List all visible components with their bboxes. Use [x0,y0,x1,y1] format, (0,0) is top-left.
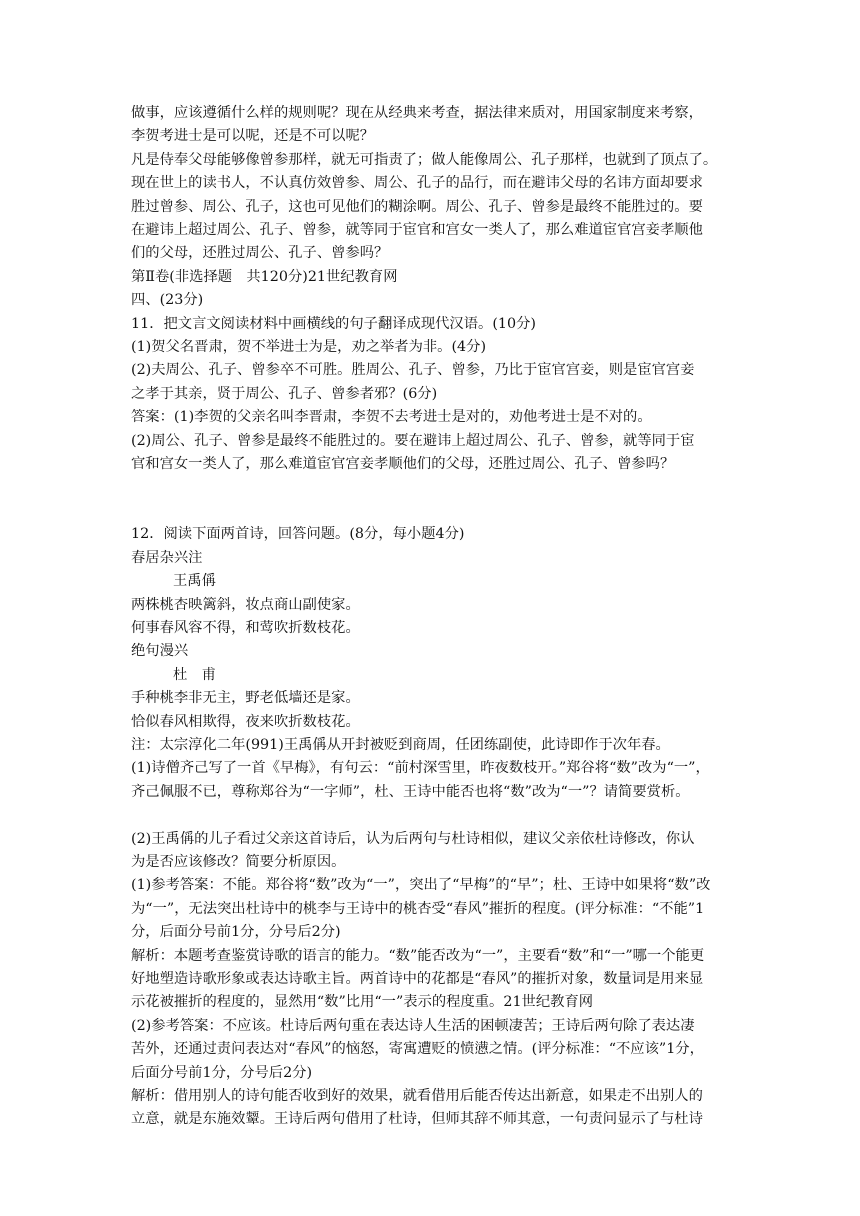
poem-1-author: 王禹偁 [173,573,216,590]
part-heading: 四、(23分) [131,292,204,309]
question-11-sentence-2: (2)夫周公、孔子、曾参卒不可胜。胜周公、孔子、曾参，乃比于宦官宫妾，则是宦官宫妾 [131,362,695,379]
analysis-1: 示花被摧折的程度的，显然用“数”比用“一”表示的程度重。21世纪教育网 [131,994,594,1011]
poem-2-verse: 手种桃李非无主，野老低墙还是家。 [131,690,360,707]
poem-1-title: 春居杂兴注 [131,549,203,566]
question-12-sub-2: (2)王禹偁的儿子看过父亲这首诗后，认为后两句与杜诗相似，建议父亲依杜诗修改，你认 [131,830,695,847]
passage-translation-line: 李贺考进士是可以呢，还是不可以呢？ [131,128,375,145]
blank-space [131,804,735,827]
passage-translation-line: 凡是侍奉父母能够像曾参那样，就无可指责了；做人能像周公、孔子那样，也就到了顶点了。 [131,151,718,168]
answer-1: (1)参考答案：不能。郑谷将“数”改为“一”，突出了“早梅”的“早”；杜、王诗中如果将“数”改 [131,877,711,894]
document-page [131,102,735,1132]
poem-2-author: 杜 甫 [173,666,216,683]
answer-2: (2)参考答案：不应该。杜诗后两句重在表达诗人生活的困顿凄苦；王诗后两句除了表达凄 [131,1017,695,1034]
question-12-sub-2: 为是否应该修改？简要分析原因。 [131,853,346,870]
poem-2-title: 绝句漫兴 [131,643,189,660]
poem-2-verse: 恰似春风相欺得，夜来吹折数枝花。 [131,713,360,730]
question-11-stem: 11．把文言文阅读材料中画横线的句子翻译成现代汉语。(10分) [131,315,536,332]
question-12-sub-1: (1)诗僧齐己写了一首《早梅》，有句云：“前村深雪里，昨夜数枝开。”郑谷将“数”改为“一”， [131,760,710,777]
passage-translation-line: 们的父母，还胜过周公、孔子、曾参吗？ [131,245,389,262]
analysis-1: 解析：本题考查鉴赏诗歌的语言的能力。“数”能否改为“一”，主要看“数”和“一”哪一个能更 [131,947,705,964]
passage-translation-line: 胜过曾参、周公、孔子，这也可见他们的糊涂啊。周公、孔子、曾参是最终不能胜过的。要 [131,198,703,215]
question-12-stem: 12．阅读下面两首诗，回答问题。(8分，每小题4分) [131,526,465,543]
analysis-2: 立意，就是东施效颦。王诗后两句借用了杜诗，但师其辞不师其意，一句责问显示了与杜诗 [131,1111,703,1128]
answer-1: 分，后面分号前1分，分号后2分) [131,924,341,941]
question-11-sentence-1: (1)贺父名晋肃，贺不举进士为是，劝之举者为非。(4分) [131,339,487,356]
poem-1-verse: 两株桃杏映篱斜，妆点商山副使家。 [131,596,360,613]
passage-translation-line: 做事，应该遵循什么样的规则呢？现在从经典来考查，据法律来质对，用国家制度来考察， [131,105,703,121]
question-12-sub-1: 齐己佩服不已，尊称郑谷为“一字师”，杜、王诗中能否也将“数”改为“一”？请简要赏析。 [131,783,690,800]
question-11-answer: 答案：(1)李贺的父亲名叫李晋肃，李贺不去考进士是对的，劝他考进士是不对的。 [131,409,652,426]
poem-1-verse: 何事春风容不得，和莺吹折数枝花。 [131,619,360,636]
answer-2: 苦外，还通过责问表达对“春风”的恼怒，寄寓遭贬的愤懑之情。(评分标准：“不应该”1分， [131,1041,704,1058]
question-11-sentence-2: 之孝于其亲，贤于周公、孔子、曾参者邪？(6分) [131,385,438,402]
passage-translation-line: 在避讳上超过周公、孔子、曾参，就等同于宦官和宫女一类人了，那么难道宦官宫妾孝顺他 [131,222,703,239]
analysis-2: 解析：借用别人的诗句能否收到好的效果，就看借用后能否传达出新意，如果走不出别人的 [131,1088,703,1105]
passage-translation-line: 现在世上的读书人，不认真仿效曾参、周公、孔子的品行，而在避讳父母的名讳方面却要求 [131,175,703,192]
question-11-answer: 官和宫女一类人了，那么难道宦官宫妾孝顺他们的父母，还胜过周公、孔子、曾参吗？ [131,456,675,473]
answer-2: 后面分号前1分，分号后2分) [131,1064,313,1081]
answer-1: 为“一”，无法突出杜诗中的桃李与王诗中的桃杏受“春风”摧折的程度。(评分标准：“不能”1 [131,900,705,917]
analysis-1: 好地塑造诗歌形象或表达诗歌主旨。两首诗中的花都是“春风”的摧折对象，数量词是用来显 [131,971,704,987]
question-11-answer: (2)周公、孔子、曾参是最终不能胜过的。要在避讳上超过周公、孔子、曾参，就等同于宦 [131,432,695,449]
blank-space [131,477,735,524]
poem-note: 注：太宗淳化二年(991)王禹偁从开封被贬到商周，任团练副使，此诗即作于次年春。 [131,736,670,753]
section-heading: 第Ⅱ卷(非选择题 共120分)21世纪教育网 [131,268,398,285]
